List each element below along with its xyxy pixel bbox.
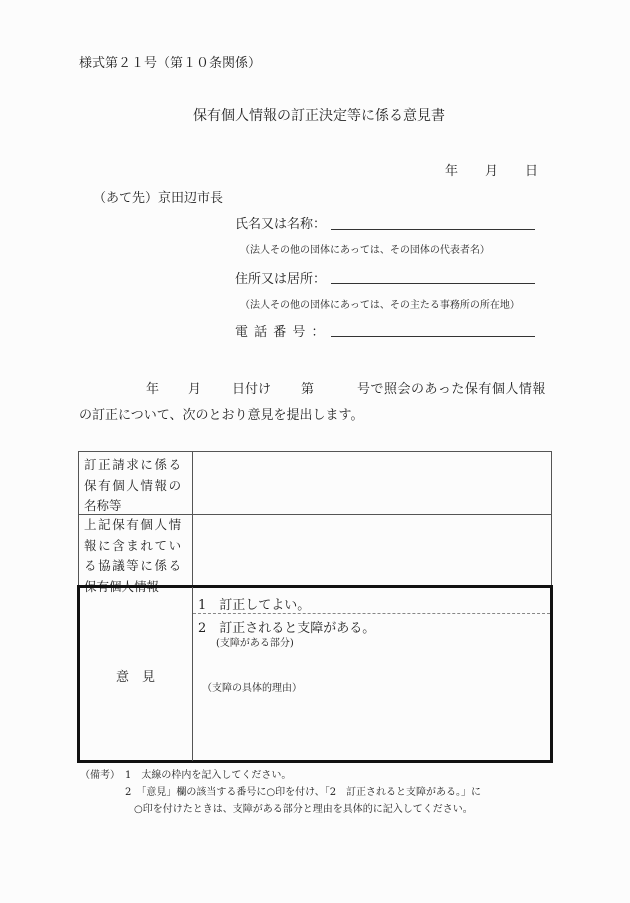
remarks-item-2-line1: 2 「意見」欄の該当する番号に○印を付け、「2 訂正されると支障がある。」に (125, 787, 482, 798)
row1-label-line: 訂正請求に係る (84, 457, 183, 472)
row2-label-line: 上記保有個人情 (84, 517, 183, 532)
option-divider (193, 613, 550, 614)
opinion-input-area[interactable] (196, 648, 548, 758)
body-rest: 号で照会のあった保有個人情報 (357, 382, 546, 397)
body-month: 月 (188, 382, 202, 397)
option-2[interactable]: 2 訂正されると支障がある。 (198, 621, 376, 636)
row1-label (84, 455, 183, 517)
body-year: 年 (146, 382, 160, 397)
body-dated: 日付け (232, 382, 272, 397)
body-line2: の訂正について、次のとおり意見を提出します。 (79, 408, 364, 423)
row2-label-line: る協議等に係る (84, 558, 183, 573)
remarks-label: （備考） (80, 770, 120, 781)
row1-input-cell[interactable] (194, 452, 550, 513)
name-note: （法人その他の団体にあっては、その団体の代表者名） (240, 245, 490, 256)
remarks-item-2-line2: ○印を付けたときは、支障がある部分と理由を具体的に記入してください。 (134, 804, 473, 815)
page-title: 保有個人情報の訂正決定等に係る意見書 (193, 108, 445, 124)
addressee: （あて先）京田辺市長 (93, 191, 224, 206)
phone-label: 電 話 番 号 ： (235, 325, 326, 340)
column-divider (192, 451, 193, 587)
date-year-label: 年 (445, 164, 459, 179)
remarks-item-1: 1 太線の枠内を記入してください。 (125, 770, 292, 781)
body-number-prefix: 第 (301, 382, 315, 397)
row1-label-line: 保有個人情報の (84, 477, 183, 493)
name-field[interactable] (331, 229, 535, 230)
reason-note: （支障の具体的理由） (202, 683, 302, 694)
address-label: 住所又は居所： (235, 272, 327, 287)
name-label: 氏名又は名称： (235, 217, 327, 232)
date-day-label: 日 (525, 164, 539, 179)
row2-label-line: 報に含まれてい (84, 537, 183, 553)
row2-input-cell[interactable] (194, 515, 550, 584)
opinion-label: 意 見 (116, 670, 156, 685)
row1-label-line: 名称等 (84, 498, 122, 513)
address-field[interactable] (331, 283, 535, 284)
date-month-label: 月 (485, 164, 499, 179)
form-number: 様式第２１号（第１０条関係） (79, 56, 262, 71)
phone-field[interactable] (331, 336, 535, 337)
row2-label-line: 保有個人情報 (84, 578, 160, 594)
affected-part-note: (支障がある部分) (216, 638, 294, 649)
option-1[interactable]: 1 訂正してよい。 (198, 598, 311, 613)
address-note: （法人その他の団体にあっては、その主たる事務所の所在地） (240, 300, 520, 311)
